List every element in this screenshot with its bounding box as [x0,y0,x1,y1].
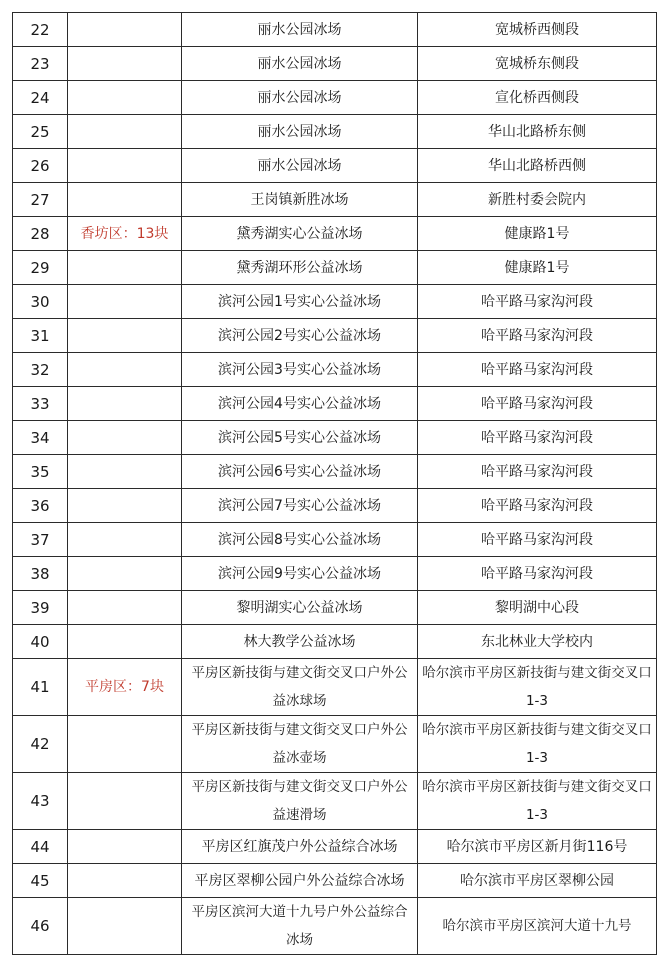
table-row [13,13,657,47]
row-number: 25 [13,115,68,149]
rink-location: 哈尔滨市平房区新月街116号 [418,830,657,864]
district-label [68,251,182,285]
rink-location: 新胜村委会院内 [418,183,657,217]
district-label [68,523,182,557]
district-label [68,353,182,387]
row-number: 40 [13,625,68,659]
table-row [13,353,657,387]
row-number: 46 [13,898,68,955]
rink-name: 平房区新技街与建文街交叉口户外公益冰壶场 [182,716,418,773]
rink-name: 黛秀湖实心公益冰场 [182,217,418,251]
table-row [13,455,657,489]
row-number: 29 [13,251,68,285]
row-number: 23 [13,47,68,81]
row-number: 35 [13,455,68,489]
rink-name: 平房区翠柳公园户外公益综合冰场 [182,864,418,898]
district-label [68,285,182,319]
rink-name: 丽水公园冰场 [182,47,418,81]
row-number: 31 [13,319,68,353]
table-row [13,659,657,716]
rink-name: 滨河公园7号实心公益冰场 [182,489,418,523]
row-number: 38 [13,557,68,591]
table-row [13,625,657,659]
rink-location: 健康路1号 [418,251,657,285]
table-row [13,489,657,523]
rink-name: 黎明湖实心公益冰场 [182,591,418,625]
rink-location: 华山北路桥西侧 [418,149,657,183]
table-row [13,183,657,217]
rink-location: 哈平路马家沟河段 [418,455,657,489]
row-number: 22 [13,13,68,47]
rink-name: 林大教学公益冰场 [182,625,418,659]
rink-location: 宽城桥西侧段 [418,13,657,47]
rink-location: 华山北路桥东侧 [418,115,657,149]
rink-location: 哈平路马家沟河段 [418,557,657,591]
table-row [13,285,657,319]
district-label [68,183,182,217]
district-label [68,81,182,115]
district-label [68,591,182,625]
rink-location: 哈平路马家沟河段 [418,387,657,421]
table-row [13,830,657,864]
rink-name: 王岗镇新胜冰场 [182,183,418,217]
table-row [13,591,657,625]
rink-location: 黎明湖中心段 [418,591,657,625]
rink-name: 滨河公园2号实心公益冰场 [182,319,418,353]
rink-name: 滨河公园3号实心公益冰场 [182,353,418,387]
district-label [68,115,182,149]
district-label [68,455,182,489]
rink-name: 滨河公园9号实心公益冰场 [182,557,418,591]
rink-location: 哈尔滨市平房区新技街与建文街交叉口1-3 [418,716,657,773]
district-label: 平房区：7块 [68,659,182,716]
row-number: 39 [13,591,68,625]
row-number: 30 [13,285,68,319]
rink-name: 滨河公园6号实心公益冰场 [182,455,418,489]
district-label [68,489,182,523]
table-row [13,523,657,557]
rink-name: 丽水公园冰场 [182,13,418,47]
rink-name: 滨河公园8号实心公益冰场 [182,523,418,557]
district-label [68,898,182,955]
rink-name: 滨河公园5号实心公益冰场 [182,421,418,455]
rink-name: 丽水公园冰场 [182,115,418,149]
table-row [13,319,657,353]
district-label [68,625,182,659]
rink-location: 哈平路马家沟河段 [418,319,657,353]
table-row [13,251,657,285]
district-label [68,149,182,183]
rink-location: 哈平路马家沟河段 [418,523,657,557]
table-row [13,716,657,773]
district-label [68,716,182,773]
rink-name: 平房区滨河大道十九号户外公益综合冰场 [182,898,418,955]
rink-name: 丽水公园冰场 [182,149,418,183]
rink-location: 哈尔滨市平房区新技街与建文街交叉口1-3 [418,659,657,716]
row-number: 33 [13,387,68,421]
rink-location: 健康路1号 [418,217,657,251]
district-label [68,864,182,898]
district-label [68,387,182,421]
rink-name: 丽水公园冰场 [182,81,418,115]
row-number: 24 [13,81,68,115]
table-row [13,773,657,830]
district-label [68,47,182,81]
rink-name: 平房区新技街与建文街交叉口户外公益速滑场 [182,773,418,830]
table-row [13,864,657,898]
rink-location: 哈平路马家沟河段 [418,285,657,319]
row-number: 26 [13,149,68,183]
rink-name: 滨河公园1号实心公益冰场 [182,285,418,319]
rink-location: 哈尔滨市平房区新技街与建文街交叉口1-3 [418,773,657,830]
table-row [13,421,657,455]
row-number: 44 [13,830,68,864]
row-number: 41 [13,659,68,716]
row-number: 43 [13,773,68,830]
row-number: 32 [13,353,68,387]
rink-name: 黛秀湖环形公益冰场 [182,251,418,285]
row-number: 37 [13,523,68,557]
district-label [68,421,182,455]
row-number: 36 [13,489,68,523]
rink-location: 宣化桥西侧段 [418,81,657,115]
district-label [68,830,182,864]
rink-name: 平房区红旗茂户外公益综合冰场 [182,830,418,864]
rink-location: 哈平路马家沟河段 [418,489,657,523]
row-number: 27 [13,183,68,217]
district-label [68,557,182,591]
row-number: 34 [13,421,68,455]
rink-location: 东北林业大学校内 [418,625,657,659]
table-body [13,13,657,955]
row-number: 28 [13,217,68,251]
rink-name: 平房区新技街与建文街交叉口户外公益冰球场 [182,659,418,716]
district-label: 香坊区：13块 [68,217,182,251]
rink-location: 哈尔滨市平房区滨河大道十九号 [418,898,657,955]
district-label [68,319,182,353]
table-row [13,47,657,81]
table-row [13,217,657,251]
district-label [68,773,182,830]
district-label [68,13,182,47]
rink-location: 哈平路马家沟河段 [418,421,657,455]
table-row [13,115,657,149]
table-row [13,557,657,591]
table-row [13,898,657,955]
row-number: 45 [13,864,68,898]
table-row [13,149,657,183]
rink-name: 滨河公园4号实心公益冰场 [182,387,418,421]
row-number: 42 [13,716,68,773]
table-row [13,81,657,115]
ice-rink-table [12,12,657,955]
rink-location: 哈尔滨市平房区翠柳公园 [418,864,657,898]
table-row [13,387,657,421]
rink-location: 哈平路马家沟河段 [418,353,657,387]
rink-location: 宽城桥东侧段 [418,47,657,81]
